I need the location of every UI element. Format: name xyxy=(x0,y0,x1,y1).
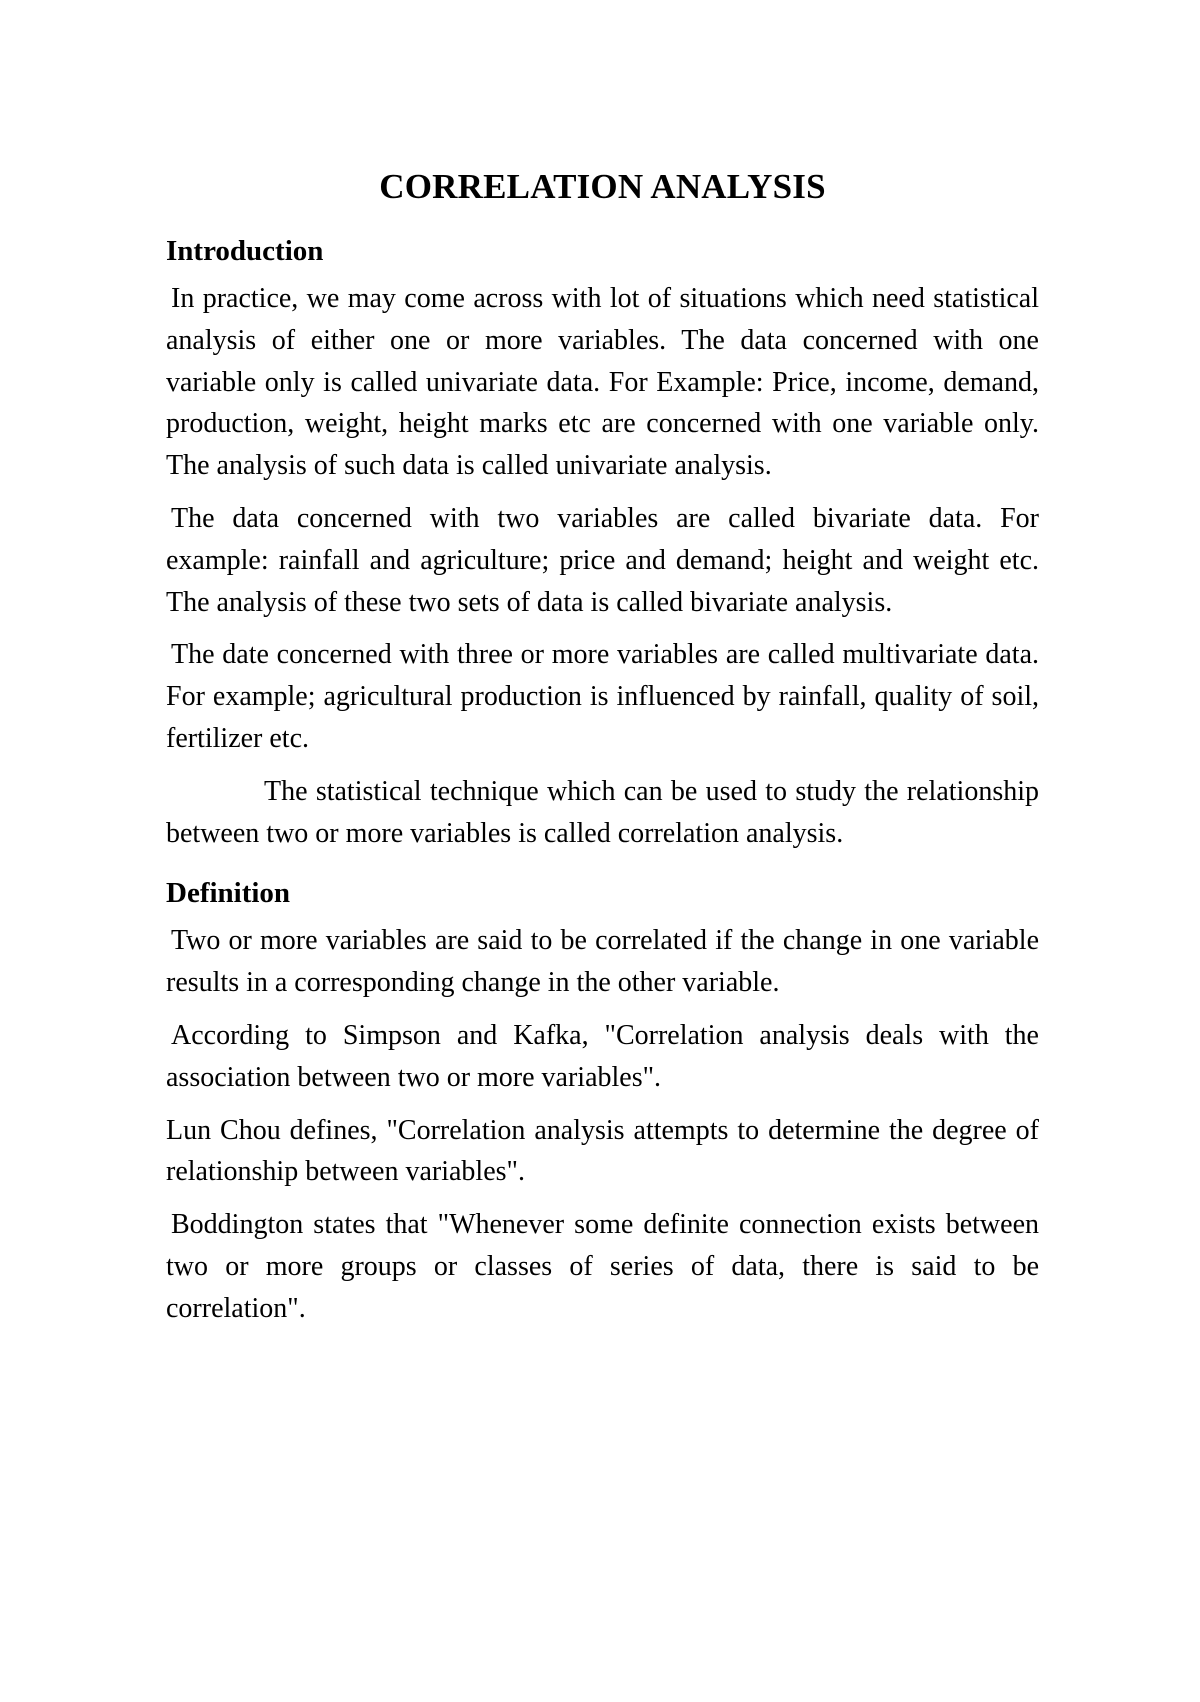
intro-paragraph-4: The statistical technique which can be used to study the relationship between two or more variables is called correlation analysis. xyxy=(166,775,1039,849)
definition-paragraph-1: Two or more variables are said to be correlated if the change in one variable results in a corresponding change in the other variable. xyxy=(166,925,1039,999)
definition-paragraph-2: According to Simpson and Kafka, "Correlation analysis deals with the association between two or more variables". xyxy=(166,1019,1039,1093)
document-page xyxy=(166,150,1039,1341)
section-heading-definition: Definition xyxy=(166,877,291,910)
intro-paragraph-1: In practice, we may come across with lot of situations which need statistical analysis of either one or more variables. The data concerned with one variable only is called univariate data. For Example: Price, income, demand, production, weight, height marks etc are concerned with one variable only. The analysis of such data is called univariate analysis. xyxy=(166,283,1039,482)
intro-paragraph-3: The date concerned with three or more variables are called multivariate data. For example; agricultural production is influenced by rainfall, quality of soil, fertilizer etc. xyxy=(166,639,1039,754)
section-heading-introduction: Introduction xyxy=(166,235,324,267)
definition-paragraph-4: Boddington states that "Whenever some definite connection exists between two or more groups or classes of series of data, there is said to be correlation". xyxy=(166,1209,1039,1324)
page-title: CORRELATION ANALYSIS xyxy=(379,167,826,206)
definition-paragraph-3: Lun Chou defines, "Correlation analysis attempts to determine the degree of relationship between variables". xyxy=(166,1114,1039,1188)
intro-paragraph-2: The data concerned with two variables are called bivariate data. For example: rainfall and agriculture; price and demand; height and weight etc. The analysis of these two sets of data is called bivariate analysis. xyxy=(166,502,1039,618)
